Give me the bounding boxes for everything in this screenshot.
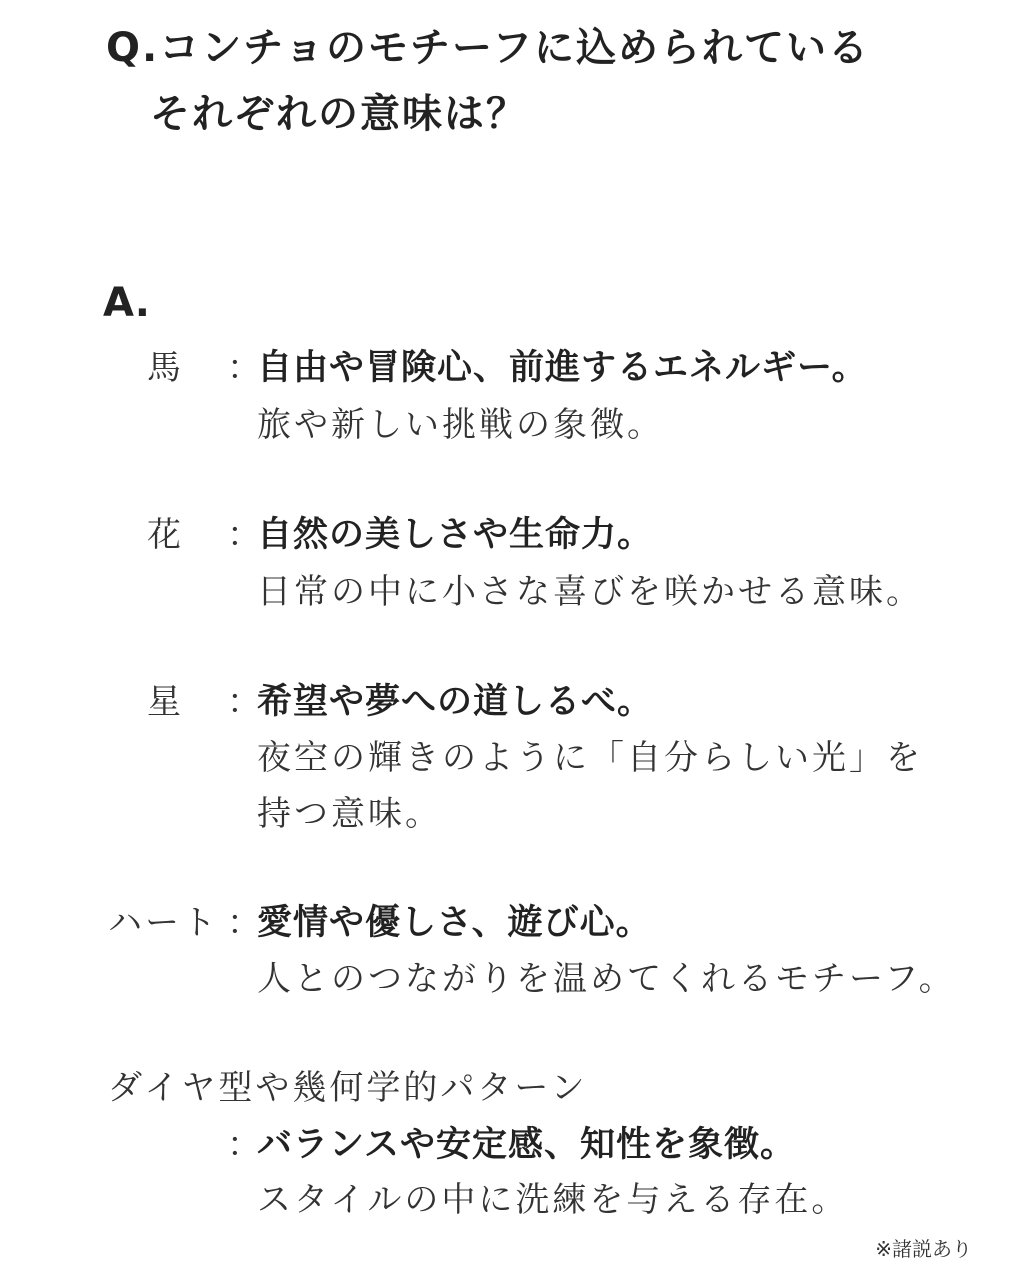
item-desc-flower: 日常の中に小さな喜びを咲かせる意味。 bbox=[257, 572, 923, 612]
item-desc-horse: 旅や新しい挑戦の象徴。 bbox=[257, 405, 664, 445]
item-desc-star-line2: 持つ意味。 bbox=[257, 794, 442, 834]
answer-label: A. bbox=[103, 280, 150, 326]
item-colon-geometric: ： bbox=[227, 1125, 261, 1165]
item-colon-horse: ： bbox=[227, 348, 261, 388]
item-desc-heart: 人とのつながりを温めてくれるモチーフ。 bbox=[257, 959, 956, 999]
item-headline-heart: 愛情や優しさ、遊び心。 bbox=[257, 903, 652, 943]
item-headline-star: 希望や夢への道しるべ。 bbox=[257, 682, 654, 722]
footnote: ※諸説あり bbox=[875, 1237, 972, 1261]
item-colon-flower: ： bbox=[227, 515, 261, 555]
item-headline-flower: 自然の美しさや生命力。 bbox=[257, 515, 654, 555]
question-line-2: それぞれの意味は？ bbox=[150, 91, 528, 137]
item-desc-geometric: スタイルの中に洗練を与える存在。 bbox=[257, 1180, 849, 1220]
item-colon-heart: ： bbox=[227, 903, 261, 943]
item-label-horse: 馬 bbox=[147, 348, 184, 388]
item-label-flower: 花 bbox=[147, 515, 184, 555]
item-label-heart: ハート bbox=[108, 903, 219, 943]
item-label-star: 星 bbox=[147, 682, 184, 722]
item-colon-star: ： bbox=[227, 682, 261, 722]
question-line-1: Q.コンチョのモチーフに込められている bbox=[106, 25, 870, 71]
item-label-geometric: ダイヤ型や幾何学的パターン bbox=[108, 1068, 588, 1108]
item-headline-geometric: バランスや安定感、知性を象徴。 bbox=[257, 1125, 796, 1165]
item-desc-star-line1: 夜空の輝きのように「自分らしい光」を bbox=[257, 738, 923, 778]
item-headline-horse: 自由や冒険心、前進するエネルギー。 bbox=[257, 348, 868, 388]
